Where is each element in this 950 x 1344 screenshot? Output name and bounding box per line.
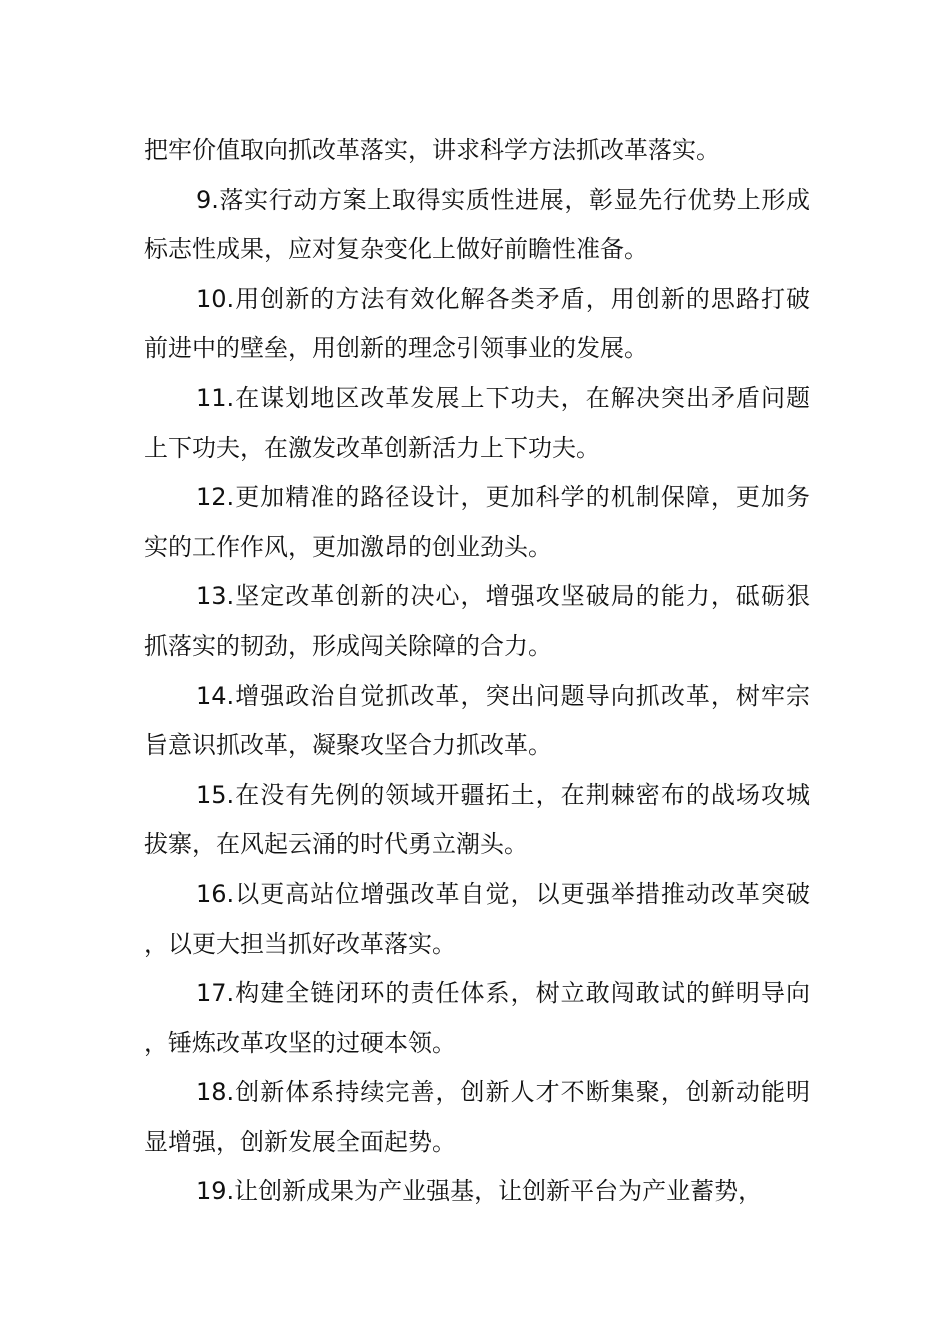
paragraph-12: 12.更加精准的路径设计，更加科学的机制保障，更加务实的工作作风，更加激昂的创业劲头。 <box>144 483 810 561</box>
paragraph-18: 18.创新体系持续完善，创新人才不断集聚，创新动能明显增强，创新发展全面起势。 <box>144 1078 810 1156</box>
paragraph-17: 17.构建全链闭环的责任体系，树立敢闯敢试的鲜明导向，锤炼改革攻坚的过硬本领。 <box>144 979 810 1057</box>
paragraph-16: 16.以更高站位增强改革自觉，以更强举措推动改革突破，以更大担当抓好改革落实。 <box>144 879 810 958</box>
paragraph-14: 14.增强政治自觉抓改革，突出问题导向抓改革，树牢宗旨意识抓改革，凝聚攻坚合力抓改革。 <box>144 681 810 760</box>
paragraph-continuation: 把牢价值取向抓改革落实，讲求科学方法抓改革落实。 <box>144 136 720 164</box>
paragraph-13: 13.坚定改革创新的决心，增强攻坚破局的能力，砥砺狠抓落实的韧劲，形成闯关除障的合力。 <box>144 582 810 660</box>
paragraph-11: 11.在谋划地区改革发展上下功夫，在解决突出矛盾问题上下功夫，在激发改革创新活力上下功夫。 <box>144 383 810 462</box>
paragraph-15: 15.在没有先例的领域开疆拓土，在荆棘密布的战场攻城拔寨，在风起云涌的时代勇立潮头。 <box>144 780 810 859</box>
paragraph-9: 9.落实行动方案上取得实质性进展，彰显先行优势上形成标志性成果，应对复杂变化上做好前瞻性准备。 <box>144 185 810 264</box>
document-body <box>144 126 810 1217</box>
paragraph-19: 19.让创新成果为产业强基，让创新平台为产业蓄势， <box>196 1177 763 1206</box>
paragraph-10: 10.用创新的方法有效化解各类矛盾，用创新的思路打破前进中的壁垒，用创新的理念引领事业的发展。 <box>144 284 810 363</box>
